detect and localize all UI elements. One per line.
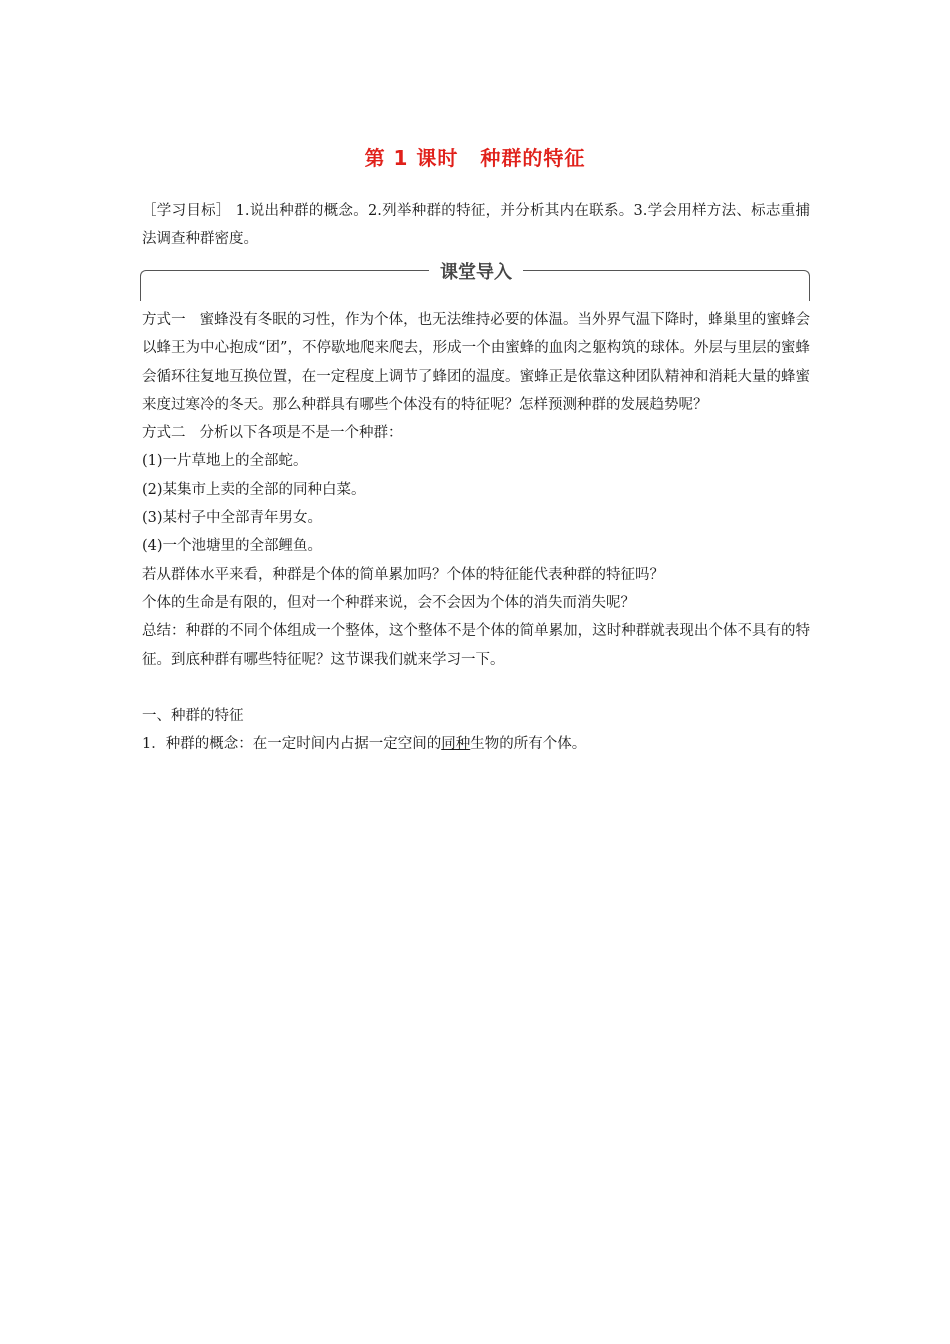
list-item: (1)一片草地上的全部蛇。 bbox=[142, 453, 308, 470]
list-item: (2)某集市上卖的全部的同种白菜。 bbox=[142, 481, 366, 498]
page-title bbox=[0, 142, 950, 171]
method-one-text: 蜜蜂没有冬眠的习性，作为个体，也无法维持必要的体温。当外界气温下降时，蜂巢里的蜜蜂会以蜂王为中心抱成“团”，不停歇地爬来爬去，形成一个由蜜蜂的血肉之躯构筑的球体。外层与里层的蜜蜂会循环往复地互换位置，在一定程度上调节了蜂团的温度。蜜蜂正是依靠这种团队精神和消耗大量的蜂蜜来度过寒冷的冬天。那么种群具有哪些个体没有的特征呢？怎样预测种群的发展趋势呢？ bbox=[142, 312, 811, 413]
question-one: 若从群体水平来看，种群是个体的简单累加吗？个体的特征能代表种群的特征吗？ bbox=[142, 566, 664, 583]
section-frame-right bbox=[523, 270, 810, 301]
list-item: (3)某村子中全部青年男女。 bbox=[142, 510, 323, 527]
section-label: 课堂导入 bbox=[440, 262, 512, 283]
method-two-text: 分析以下各项是不是一个种群： bbox=[199, 425, 403, 442]
question-two: 个体的生命是有限的，但对一个种群来说，会不会因为个体的消失而消失呢？ bbox=[142, 594, 635, 611]
section-frame-left bbox=[140, 270, 429, 301]
method-two-label: 方式二 bbox=[142, 425, 186, 442]
method-two-paragraph bbox=[142, 419, 810, 447]
body-content bbox=[142, 306, 810, 758]
method-one-label: 方式一 bbox=[142, 312, 186, 328]
section-heading: 一、种群的特征 bbox=[142, 707, 244, 724]
title-topic: 种群的特征 bbox=[480, 146, 586, 170]
title-lesson-number: 第 1 课时 bbox=[364, 146, 459, 170]
definition-suffix: 生物的所有个体。 bbox=[470, 736, 587, 753]
summary-paragraph: 总结：种群的不同个体组成一个整体，这个整体不是个体的简单累加，这时种群就表现出个体不具有的特征。到底种群有哪些特征呢？这节课我们就来学习一下。 bbox=[142, 623, 810, 668]
list-item: (4)一个池塘里的全部鲤鱼。 bbox=[142, 538, 323, 555]
concept-definition bbox=[142, 730, 810, 758]
definition-prefix: 1．种群的概念：在一定时间内占据一定空间的 bbox=[142, 736, 442, 753]
section-header-classroom-intro bbox=[140, 262, 810, 302]
method-one-paragraph bbox=[142, 306, 810, 419]
definition-keyword: 同种 bbox=[441, 736, 471, 753]
learning-objectives: ［学习目标］ 1.说出种群的概念。2.列举种群的特征，并分析其内在联系。3.学会用样方法、标志重捕法调查种群密度。 bbox=[142, 203, 810, 247]
